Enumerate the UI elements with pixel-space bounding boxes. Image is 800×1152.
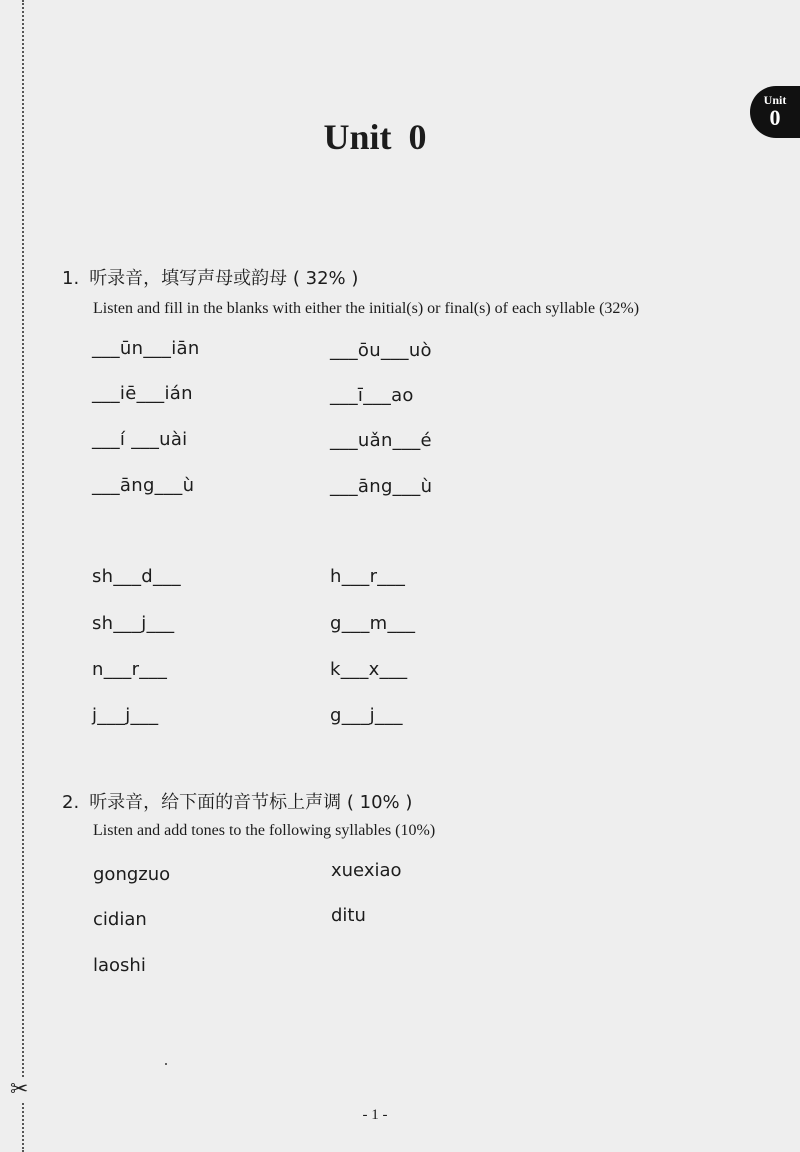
question-2-heading (62, 788, 412, 814)
page-number: - 1 - (362, 1107, 388, 1123)
page-title: Unit 0 (323, 117, 427, 157)
q1-right-item: ___ī___ao (330, 385, 414, 406)
q1-right-item: ___uǎn___é (330, 430, 432, 451)
q1-left-item: j___j___ (92, 705, 159, 726)
q1-right-item: g___m___ (330, 613, 416, 634)
q2-left-syllable: cidian (93, 909, 147, 930)
q1-right-item: ___ōu___uò (330, 340, 432, 361)
q2-left-syllable: laoshi (93, 955, 146, 976)
q1-left-item: sh___d___ (92, 566, 181, 587)
q1-left-item: ___í ___uài (92, 429, 188, 450)
question-1-instruction: Listen and fill in the blanks with either the initial(s) or final(s) of each syllable (32%) (93, 300, 640, 317)
q1-left-item: ___āng___ù (92, 475, 195, 496)
cut-line (22, 0, 24, 1152)
q1-left-item: n___r___ (92, 659, 168, 680)
unit-tab-label: Unit (763, 93, 787, 107)
q1-left-item: sh___j___ (92, 613, 175, 634)
question-2-heading-text: 听录音，给下面的音节标上声调 ( 10% ) (89, 792, 413, 813)
q2-left-syllable: gongzuo (93, 864, 171, 885)
q1-right-item: h___r___ (330, 566, 406, 587)
q1-left-item: ___iē___ián (92, 383, 193, 404)
question-1-number: 1. (62, 268, 80, 289)
q1-right-item: g___j___ (330, 705, 403, 726)
question-2-number: 2. (62, 792, 80, 813)
q1-right-item: k___x___ (330, 659, 408, 680)
unit-tab (750, 86, 800, 138)
question-1-heading-text: 听录音，填写声母或韵母 ( 32% ) (89, 268, 359, 289)
q2-right-syllable: ditu (331, 905, 366, 926)
q2-right-syllable: xuexiao (331, 860, 402, 881)
question-1-heading (62, 264, 358, 290)
stray-dot (165, 1063, 167, 1065)
q1-right-item: ___āng___ù (330, 476, 433, 497)
question-2-instruction: Listen and add tones to the following syllables (10%) (93, 822, 436, 839)
q1-left-item: ___ūn___iān (92, 338, 200, 359)
unit-tab-number: 0 (769, 105, 781, 130)
scissors-icon: ✂ (10, 1077, 29, 1102)
